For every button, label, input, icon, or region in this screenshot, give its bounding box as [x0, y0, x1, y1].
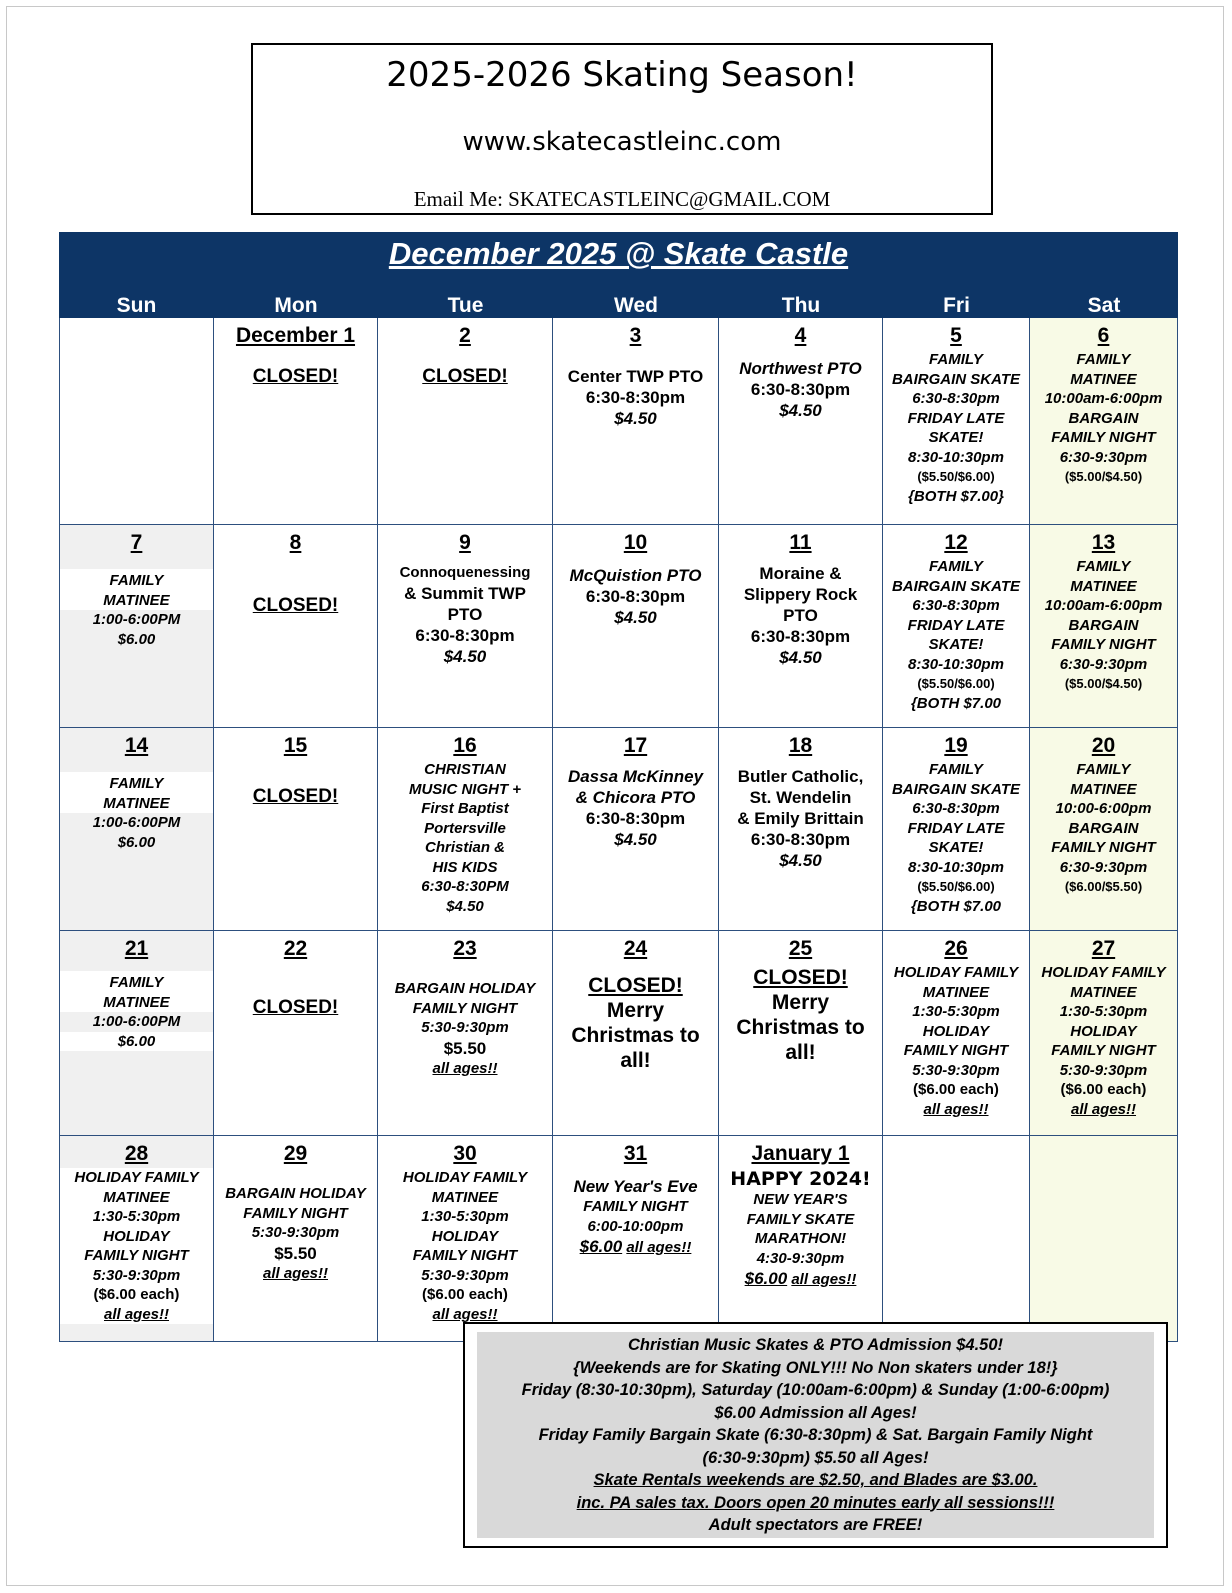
event-time: 6:30-9:30pm [1059, 448, 1148, 466]
closed-label: CLOSED! [753, 966, 848, 989]
event-price: ($5.00/$4.50) [1064, 469, 1143, 484]
notes-line: Adult spectators are FREE! [708, 1516, 923, 1534]
event-time: 1:30-5:30pm [92, 1208, 181, 1225]
event-time: 6:30-8:30pm [912, 390, 1000, 407]
day-number: 19 [944, 734, 968, 757]
event-line: MATINEE [103, 1188, 170, 1206]
day-cell-dec-17 [553, 728, 719, 931]
event-price: $4.50 [614, 409, 657, 428]
day-cell-dec-28 [59, 1136, 214, 1342]
notes-line: Friday Family Bargain Skate (6:30-8:30pm) & Sat. Bargain Family Night [538, 1426, 1093, 1444]
event-price: {BOTH $7.00 [910, 694, 1002, 712]
event-time: 6:30-8:30pm [912, 800, 1000, 817]
event-line: BAIRGAIN SKATE [891, 780, 1021, 798]
day-number: January 1 [751, 1142, 850, 1165]
day-cell-empty [59, 318, 214, 525]
event-line: BARGAIN HOLIDAY [394, 980, 536, 997]
event-line: FAMILY NIGHT [583, 1198, 688, 1215]
weekday-mon: Mon [274, 294, 318, 317]
day-number: 24 [623, 937, 648, 960]
day-cell-dec-27 [1030, 931, 1178, 1136]
day-cell-dec-23 [378, 931, 553, 1136]
day-number: 25 [788, 937, 813, 960]
event-line: PTO [783, 606, 818, 625]
all-ages-label: all ages!! [262, 1264, 329, 1282]
all-ages-label: all ages!! [791, 1271, 857, 1288]
event-line: FAMILY NIGHT [412, 1247, 518, 1264]
weekday-wed: Wed [614, 294, 658, 317]
day-cell-dec-19 [883, 728, 1030, 931]
event-line: BARGAIN HOLIDAY [225, 1185, 366, 1202]
event-time: 5:30-9:30pm [1059, 1061, 1148, 1079]
admission-notes-body [477, 1332, 1154, 1538]
closed-label: CLOSED! [252, 595, 339, 616]
event-price: $6.00 [117, 630, 156, 648]
weekday-thu: Thu [781, 294, 821, 317]
event-price: {BOTH $7.00 [910, 897, 1002, 915]
notes-line: {Weekends are for Skating ONLY!!! No Non skaters under 18!} [573, 1358, 1058, 1377]
all-ages-label: all ages!! [1070, 1100, 1137, 1118]
notes-line: Skate Rentals weekends are $2.50, and Blades are $3.00. [593, 1471, 1038, 1489]
event-time: 6:00-10:00pm [587, 1217, 684, 1235]
event-time: 10:00am-6:00pm [1044, 597, 1163, 614]
day-cell-empty [1030, 1136, 1178, 1342]
event-line: New Year's Eve [573, 1177, 698, 1196]
event-line: FAMILY NIGHT [1051, 1042, 1156, 1059]
event-line: MATINEE [103, 993, 170, 1011]
event-price: $4.50 [779, 851, 822, 870]
event-line: MATINEE [431, 1188, 499, 1206]
event-time: 8:30-10:30pm [908, 655, 1004, 673]
closed-label: CLOSED! [252, 997, 339, 1018]
day-cell-dec-25 [719, 931, 883, 1136]
event-line: Connoquenessing [399, 564, 531, 581]
day-cell-dec-14 [59, 728, 214, 931]
day-cell-dec-9 [378, 525, 553, 728]
day-number: 30 [453, 1142, 477, 1165]
event-line: MATINEE [1070, 370, 1137, 388]
event-band [60, 971, 213, 1012]
event-time: 6:30-8:30pm [750, 627, 851, 646]
notes-line: Christian Music Skates & PTO Admission $4.50! [627, 1336, 1004, 1354]
event-line: First Baptist [421, 800, 509, 817]
event-line: FRIDAY LATE [907, 616, 1005, 634]
event-line: MATINEE [922, 983, 990, 1001]
event-line: MATINEE [1070, 780, 1137, 798]
event-line: & Summit TWP [404, 583, 526, 603]
event-price: ($6.00 each) [913, 1081, 999, 1098]
admission-notes [463, 1322, 1168, 1548]
event-line: MATINEE [1070, 577, 1137, 595]
event-line: BARGAIN [1068, 819, 1139, 837]
event-line: FAMILY NIGHT [903, 1042, 1009, 1059]
event-price: {BOTH $7.00} [908, 487, 1004, 505]
event-time: 1:30-5:30pm [421, 1208, 509, 1225]
day-number: 17 [623, 734, 648, 757]
event-line: BARGAIN [1068, 616, 1139, 634]
event-time: 10:00-6:00pm [1055, 800, 1152, 817]
event-line: FAMILY [1076, 558, 1131, 575]
day-number: 7 [130, 531, 143, 554]
holiday-message: Merry [606, 999, 665, 1022]
event-line: FAMILY [1076, 761, 1131, 778]
event-line: Moraine & [759, 564, 842, 583]
day-number: 16 [453, 734, 477, 757]
event-time: 4:30-9:30pm [756, 1249, 845, 1267]
day-number: 29 [283, 1142, 308, 1165]
event-price: ($6.00 each) [422, 1286, 508, 1303]
event-time: 5:30-9:30pm [421, 1266, 509, 1284]
event-line: FRIDAY LATE [907, 819, 1005, 837]
website-link[interactable]: www.skatecastleinc.com [462, 127, 782, 157]
event-line: Dassa McKinney [567, 767, 704, 786]
event-line: McQuistion PTO [569, 566, 702, 585]
all-ages-label: all ages!! [923, 1100, 989, 1118]
event-line: HOLIDAY FAMILY [1041, 964, 1166, 981]
event-line: HOLIDAY [922, 1022, 990, 1040]
day-cell-dec-3 [553, 318, 719, 525]
day-cell-jan-1 [719, 1136, 883, 1342]
event-line: FAMILY [109, 572, 164, 589]
day-number: 10 [623, 531, 648, 554]
event-line: FAMILY NIGHT [84, 1247, 189, 1264]
all-ages-label: all ages!! [626, 1239, 692, 1256]
event-band [60, 1168, 213, 1324]
event-line: MATINEE [103, 794, 170, 812]
event-line: NEW YEAR'S [753, 1191, 848, 1208]
event-line: BARGAIN [1068, 409, 1139, 427]
closed-label: CLOSED! [252, 366, 339, 387]
event-time: 1:30-5:30pm [1059, 1003, 1148, 1020]
event-band [60, 569, 213, 610]
day-cell-dec-30 [378, 1136, 553, 1342]
event-band [60, 772, 213, 813]
holiday-message: all! [785, 1041, 816, 1064]
day-number: 3 [629, 324, 642, 347]
day-cell-dec-26 [883, 931, 1030, 1136]
event-time: 5:30-9:30pm [92, 1266, 181, 1284]
event-line: FAMILY NIGHT [412, 999, 518, 1017]
event-price: $4.50 [614, 830, 657, 849]
day-number: 28 [124, 1142, 149, 1165]
event-line: FRIDAY LATE [907, 409, 1005, 427]
event-price: $5.50 [274, 1243, 317, 1263]
event-time: 6:30-8:30PM [421, 878, 509, 895]
day-number: 20 [1091, 734, 1116, 757]
closed-label: CLOSED! [422, 366, 508, 387]
day-number: 27 [1091, 937, 1116, 960]
day-number: 9 [459, 531, 471, 554]
day-cell-dec-22 [214, 931, 378, 1136]
holiday-message: Merry [771, 991, 830, 1014]
event-price: ($6.00 each) [1060, 1081, 1147, 1098]
event-line: PTO [447, 604, 483, 624]
event-price: ($5.50/$6.00) [917, 469, 995, 484]
event-price: $6.00 [60, 1032, 213, 1052]
holiday-message: Christmas to [736, 1016, 865, 1039]
day-number: 14 [124, 734, 149, 757]
day-cell-dec-5 [883, 318, 1030, 525]
event-price: $4.50 [443, 646, 487, 666]
event-price: ($5.00/$4.50) [1064, 676, 1143, 691]
event-price: $5.50 [443, 1038, 487, 1058]
day-cell-dec-2 [378, 318, 553, 525]
day-cell-dec-31 [553, 1136, 719, 1342]
all-ages-label: all ages!! [103, 1305, 170, 1323]
notes-line: Friday (8:30-10:30pm), Saturday (10:00am-6:00pm) & Sunday (1:00-6:00pm) [521, 1381, 1110, 1399]
event-time: 1:30-5:30pm [912, 1003, 1000, 1020]
calendar-title: December 2025 @ Skate Castle [388, 236, 849, 271]
event-line: HOLIDAY FAMILY [74, 1169, 199, 1186]
calendar-header [59, 232, 1178, 318]
event-line: FAMILY NIGHT [243, 1204, 348, 1222]
event-line: Butler Catholic, [737, 767, 864, 786]
event-line: HIS KIDS [432, 858, 498, 876]
event-time: 5:30-9:30pm [421, 1019, 509, 1036]
day-number: 5 [950, 324, 962, 347]
day-number: 31 [623, 1142, 648, 1165]
event-line: MUSIC NIGHT + [408, 780, 522, 798]
day-cell-dec-20 [1030, 728, 1178, 931]
event-price: ($6.00 each) [93, 1286, 180, 1303]
day-cell-empty [883, 1136, 1030, 1342]
day-cell-dec-15 [214, 728, 378, 931]
day-number: 2 [459, 324, 471, 347]
event-line: FAMILY NIGHT [1051, 839, 1156, 856]
day-number: 6 [1097, 324, 1110, 347]
day-cell-dec-18 [719, 728, 883, 931]
event-line: FAMILY [109, 775, 164, 792]
event-time: 1:00-6:00PM [92, 1013, 181, 1030]
closed-label: CLOSED! [588, 974, 683, 997]
all-ages-label: all ages!! [432, 1059, 498, 1077]
event-line: & Emily Brittain [737, 809, 864, 828]
event-line: SKATE! [928, 636, 984, 653]
weekday-tue: Tue [447, 294, 484, 317]
event-time: 1:00-6:00PM [92, 814, 181, 831]
day-number: 18 [788, 734, 813, 757]
weekday-sun: Sun [116, 294, 157, 317]
event-time: 6:30-8:30pm [585, 388, 686, 407]
day-cell-dec-29 [214, 1136, 378, 1342]
event-line: HOLIDAY FAMILY [402, 1169, 528, 1186]
event-line: Christian & [424, 839, 505, 856]
event-time: 6:30-8:30pm [585, 809, 686, 828]
day-number: 8 [289, 531, 302, 554]
season-title: 2025-2026 Skating Season! [386, 55, 858, 95]
all-ages-label: all ages!! [432, 1305, 498, 1323]
notes-line: inc. PA sales tax. Doors open 20 minutes early all sessions!!! [576, 1493, 1055, 1512]
event-time: 6:30-8:30pm [750, 830, 851, 849]
event-line: HOLIDAY [431, 1227, 499, 1245]
event-price: $4.50 [446, 897, 484, 915]
event-price: $6.00 [579, 1237, 623, 1256]
day-cell-dec-6 [1030, 318, 1178, 525]
day-cell-dec-21 [59, 931, 214, 1136]
day-cell-dec-10 [553, 525, 719, 728]
day-cell-dec-11 [719, 525, 883, 728]
event-price: $4.50 [614, 608, 657, 627]
day-number: 12 [944, 531, 968, 554]
day-number: December 1 [235, 324, 356, 347]
weekday-fri: Fri [943, 294, 970, 317]
day-cell-dec-4 [719, 318, 883, 525]
event-time: 10:00am-6:00pm [1044, 390, 1163, 407]
event-time: 6:30-9:30pm [1059, 858, 1148, 876]
day-number: 22 [283, 937, 308, 960]
event-line: BAIRGAIN SKATE [891, 577, 1021, 595]
event-line: SKATE! [928, 429, 984, 446]
happy-new-year-label: HAPPY 2024! [730, 1168, 871, 1190]
event-line: FAMILY [1076, 351, 1131, 368]
event-line: FAMILY SKATE [746, 1210, 855, 1228]
event-time: 6:30-9:30pm [1059, 655, 1148, 673]
event-line: HOLIDAY [1070, 1022, 1137, 1040]
event-line: HOLIDAY [103, 1227, 170, 1245]
day-cell-dec-16 [378, 728, 553, 931]
weekday-sat: Sat [1087, 294, 1121, 317]
email-line[interactable]: Email Me: SKATECASTLEINC@GMAIL.COM [413, 187, 831, 211]
day-number: 15 [283, 734, 308, 757]
event-line: BAIRGAIN SKATE [891, 370, 1021, 388]
event-time: 6:30-8:30pm [415, 625, 515, 645]
day-cell-dec-1 [214, 318, 378, 525]
event-line: FAMILY [929, 351, 983, 368]
event-line: Portersville [424, 819, 506, 837]
calendar-grid [59, 318, 1178, 1342]
day-cell-dec-8 [214, 525, 378, 728]
event-price: $4.50 [779, 401, 822, 420]
event-line: Slippery Rock [743, 585, 858, 604]
event-price: ($6.00/$5.50) [1064, 879, 1143, 894]
day-cell-dec-12 [883, 525, 1030, 728]
event-price: ($5.50/$6.00) [917, 676, 995, 691]
event-price: ($5.50/$6.00) [917, 879, 995, 894]
holiday-message: all! [620, 1049, 651, 1072]
day-number: 23 [453, 937, 477, 960]
event-time: 5:30-9:30pm [251, 1224, 340, 1241]
event-line: SKATE! [928, 839, 984, 856]
closed-label: CLOSED! [252, 786, 339, 807]
notes-line: $6.00 Admission all Ages! [714, 1403, 917, 1422]
day-number: 26 [944, 937, 968, 960]
event-line: MATINEE [103, 591, 170, 609]
event-line: CHRISTIAN [424, 761, 506, 778]
notes-line: (6:30-9:30pm) $5.50 all Ages! [702, 1448, 929, 1467]
day-cell-dec-24 [553, 931, 719, 1136]
event-line: MARATHON! [754, 1230, 847, 1247]
day-number: 21 [124, 937, 149, 960]
event-time: 8:30-10:30pm [908, 858, 1004, 876]
event-time: 1:00-6:00PM [92, 611, 181, 628]
day-number: 11 [789, 531, 812, 554]
event-line: FAMILY [109, 974, 164, 991]
holiday-message: Christmas to [571, 1024, 700, 1047]
season-header [251, 43, 993, 215]
event-time: 8:30-10:30pm [908, 448, 1004, 466]
event-line: FAMILY NIGHT [1051, 636, 1156, 653]
event-line: MATINEE [1070, 983, 1137, 1001]
event-price: $6.00 [117, 833, 156, 851]
event-line: Northwest PTO [739, 359, 862, 378]
day-number: 4 [794, 324, 807, 347]
event-time: 6:30-8:30pm [912, 597, 1000, 614]
day-cell-dec-13 [1030, 525, 1178, 728]
event-price: $4.50 [779, 648, 822, 667]
event-time: 5:30-9:30pm [912, 1061, 1000, 1079]
event-time: 6:30-8:30pm [585, 587, 686, 606]
event-line: FAMILY [929, 558, 983, 575]
event-price: $6.00 [744, 1269, 788, 1288]
event-line: FAMILY [929, 761, 983, 778]
event-line: St. Wendelin [749, 788, 852, 807]
day-number: 13 [1091, 531, 1116, 554]
event-line: Center TWP PTO [567, 367, 704, 386]
event-line: HOLIDAY FAMILY [893, 964, 1019, 981]
day-cell-dec-7 [59, 525, 214, 728]
event-time: 6:30-8:30pm [750, 380, 851, 399]
event-line: & Chicora PTO [575, 788, 696, 807]
event-line: FAMILY NIGHT [1051, 429, 1156, 446]
